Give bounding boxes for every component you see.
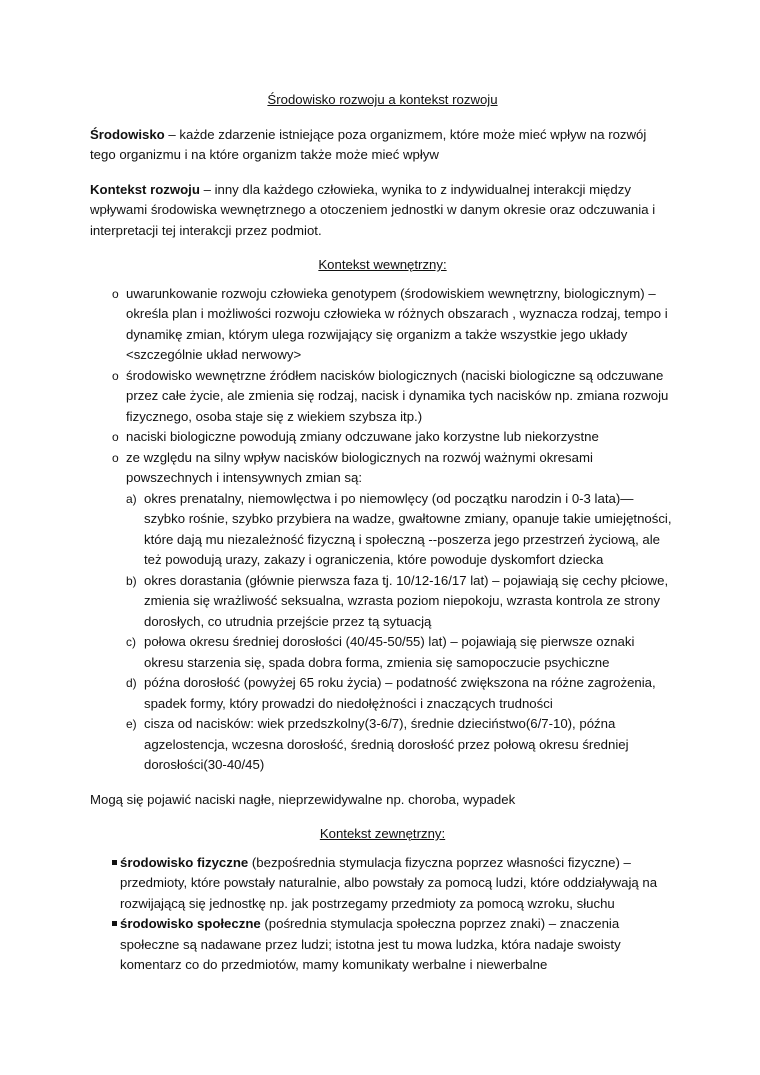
period-item [126,673,675,714]
list-item-term: środowisko fizyczne [120,854,249,870]
definition-term: Kontekst rozwoju [90,181,200,197]
list-item [90,448,675,776]
list-item [90,914,675,976]
list-item-text: środowisko wewnętrzne źródłem nacisków biologicznych (naciski biologiczne są odczuwane przez całe życie, ale zmienia się rodzaj, nacisk i dynamika tych nacisków np. zmiana rozwoju fizycznego, osoba staje się z wiekiem szybsza itp.) [126,367,669,424]
internal-context-list [90,284,675,776]
square-bullet-icon [112,921,117,926]
square-bullet-icon [112,860,117,865]
list-item-term: środowisko społeczne [120,916,261,931]
internal-context-heading: Kontekst wewnętrzny: [318,257,447,272]
list-item [90,366,675,428]
list-item [90,853,675,915]
external-context-list [90,853,675,976]
period-item [126,714,675,776]
definition-text: – inny dla każdego człowieka, wynika to z indywidualnej interakcji między wpływami środowiska wewnętrznego a otoczeniem jednostki w danym okresie oraz odczuwania i interpretacji tej interakcji przez podmiot. [90,181,656,238]
list-item-text: naciski biologiczne powodują zmiany odczuwane jako korzystne lub niekorzystne [126,429,599,444]
list-item-text: (pośrednia stymulacja społeczna poprzez znaki) – znaczenia społeczne są nadawane przez ludzi; istotna jest tu mowa ludzka, która nadaje swoisty komentarz co do przedmiotów, mamy komunikaty werbalne i niewerbalne [120,916,621,972]
definition-environment [90,125,675,166]
page-title: Środowisko rozwoju a kontekst rozwoju [267,92,498,107]
period-item [126,489,675,571]
external-context-heading: Kontekst zewnętrzny: [319,826,446,841]
period-marker: e) [126,717,137,731]
period-item [126,632,675,673]
period-text: okres prenatalny, niemowlęctwa i po niemowlęcy (od początku narodzin i 0-3 lata)— szybko rośnie, szybko przybiera na wadze, gwałtowne zmiany, opanuje takie umiejętności, które dają mu niezależność fizyczną i społeczną --poszerza jego przestrzeń życiową, ale też powodują urazy, zakazy i ograniczenia, które powoduje dyskomfort dziecka [144,490,672,567]
circle-bullet-icon: o [112,368,119,383]
circle-bullet-icon: o [112,430,119,444]
period-text: okres dorastania (głównie pierwsza faza tj. 10/12-16/17 lat) – pojawiają się cechy płciowe, zmienia się wrażliwość seksualna, wzrasta poziom niepokoju, wzrasta kontrola ze strony dorosłych, co utrudnia przejście przez tą sytuacją [144,572,669,629]
list-item-text: ze względu na silny wpływ nacisków biologicznych na rozwój ważnymi okresami powszechnych i intensywnych zmian są: [126,449,593,485]
period-marker: d) [126,676,137,690]
period-text: połowa okresu średniej dorosłości (40/45-50/55) lat) – pojawiają się pierwsze oznaki okresu starzenia się, spada dobra forma, zmienia się samopoczucie psychiczne [144,634,635,670]
period-item [126,571,675,633]
list-item [90,284,675,366]
periods-list [126,489,675,776]
period-marker: c) [126,635,136,649]
list-item-text: uwarunkowanie rozwoju człowieka genotypem (środowiskiem wewnętrzny, biologicznym) – określa plan i możliwości rozwoju człowieka w różnych obszarach , wyznacza rodzaj, tempo i dynamikę zmian, którym ulega rozwijający się organizm a także wszystkie jego układy <szczególnie układ nerwowy> [126,285,668,362]
list-item-text: (bezpośrednia stymulacja fizyczna poprzez własności fizyczne) – przedmioty, które powstały naturalnie, albo powstały za pomocą ludzi, które oddziaływają na rozwijającą się jednostkę np. jak postrzegamy przedmioty za pomocą wzroku, słuchu [120,854,658,911]
sudden-pressures-note: Mogą się pojawić naciski nagłe, nieprzewidywalne np. choroba, wypadek [90,791,516,807]
period-text: późna dorosłość (powyżej 65 roku życia) – podatność zwiększona na różne zagrożenia, spadek formy, który prowadzi do niedołężności i znaczących trudności [144,675,656,711]
period-text: cisza od nacisków: wiek przedszkolny(3-6/7), średnie dzieciństwo(6/7-10), późna agzelostencja, wczesna dorosłość, średnią dorosłość przez połową okresu średniej dorosłości(30-40/45) [144,716,629,772]
period-marker: b) [126,573,137,588]
period-marker: a) [126,491,137,506]
definition-context [90,180,675,242]
circle-bullet-icon: o [112,450,119,465]
document-page [90,90,675,976]
definition-text: – każde zdarzenie istniejące poza organizmem, które może mieć wpływ na rozwój tego organizmu i na które organizm także może mieć wpływ [90,126,647,162]
definition-term: Środowisko [90,126,165,142]
list-item [90,427,675,448]
circle-bullet-icon: o [112,286,119,301]
